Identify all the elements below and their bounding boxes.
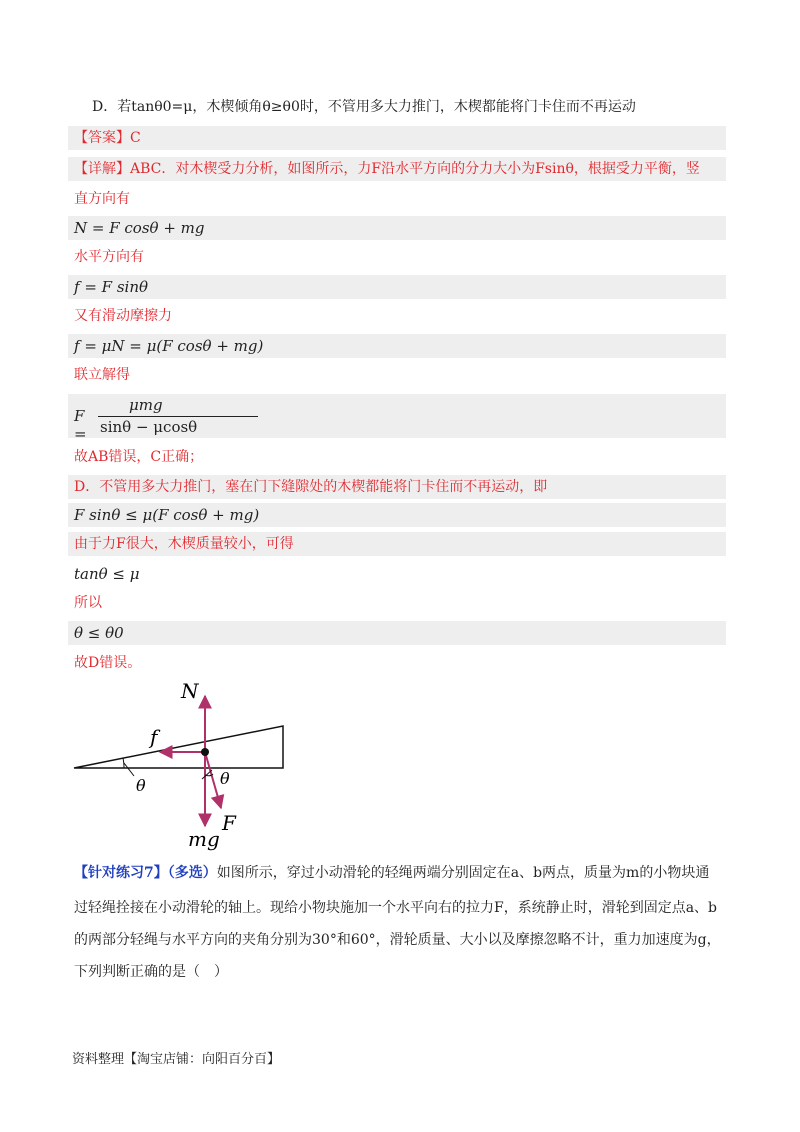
text-d-line-2: 由于力F很大，木楔质量较小，可得 <box>74 536 294 552</box>
angle-arc-left <box>123 758 124 768</box>
footer: 资料整理【淘宝店铺：向阳百分百】 <box>72 1052 281 1067</box>
label-mg: mg <box>188 827 220 851</box>
equation-inequality: F sinθ ≤ μ(F cosθ + mg) <box>74 506 260 524</box>
text-conclusion-d: 故D错误。 <box>74 655 142 671</box>
practice-line-2: 过轻绳拴接在小动滑轮的轴上。现给小物块施加一个水平向右的拉力F，系统静止时，滑轮到固定点a、b <box>74 900 718 916</box>
text-so: 所以 <box>74 595 102 611</box>
fraction-denominator: sinθ − μcosθ <box>100 418 198 436</box>
wedge <box>74 726 283 768</box>
label-theta-left: θ <box>136 776 146 795</box>
option-d-text: D．若tanθ0=μ，木楔倾角θ≥θ0时，不管用多大力推门，木楔都能将门卡住而不再运动 <box>92 99 636 115</box>
label-F: F <box>222 811 236 835</box>
text-conclusion-abc: 故AB错误，C正确； <box>74 449 204 465</box>
practice-heading: 【针对练习7】（多选） <box>74 865 217 881</box>
text-friction: 又有滑动摩擦力 <box>74 308 172 324</box>
text-horizontal: 水平方向有 <box>74 249 144 265</box>
equation-friction: f = μN = μ(F cosθ + mg) <box>74 337 264 355</box>
detail-line-2: 直方向有 <box>74 191 130 207</box>
equation-horizontal-balance: f = F sinθ <box>74 278 149 296</box>
contact-point <box>201 748 209 756</box>
practice-line-1 <box>74 864 709 882</box>
label-theta-right: θ <box>220 769 230 788</box>
equation-angle: θ ≤ θ0 <box>74 624 124 642</box>
answer-text: 【答案】C <box>74 130 141 146</box>
fraction-numerator: μmg <box>129 396 163 414</box>
practice-line-3: 的两部分轻绳与水平方向的夹角分别为30°和60°，滑轮质量、大小以及摩擦忽略不计，重力加速度为g， <box>74 932 721 948</box>
label-f: f <box>150 725 158 749</box>
fraction-lhs: F = <box>74 407 87 443</box>
practice-text-1: 如图所示，穿过小动滑轮的轻绳两端分别固定在a、b两点，质量为m的小物块通 <box>216 865 710 881</box>
text-d-line-1: D．不管用多大力推门，塞在门下缝隙处的木楔都能将门卡住而不再运动，即 <box>74 479 548 495</box>
label-N: N <box>181 679 199 703</box>
equation-tan: tanθ ≤ μ <box>74 565 140 583</box>
detail-line-1: 【详解】ABC．对木楔受力分析，如图所示，力F沿水平方向的分力大小为Fsinθ，根据受力平衡，竖 <box>74 161 700 177</box>
arrow-F <box>205 752 221 808</box>
angle-leader-left <box>124 763 134 776</box>
practice-line-4: 下列判断正确的是（ ） <box>74 964 228 980</box>
equation-vertical-balance: N = F cosθ + mg <box>74 219 205 237</box>
text-solve: 联立解得 <box>74 367 130 383</box>
